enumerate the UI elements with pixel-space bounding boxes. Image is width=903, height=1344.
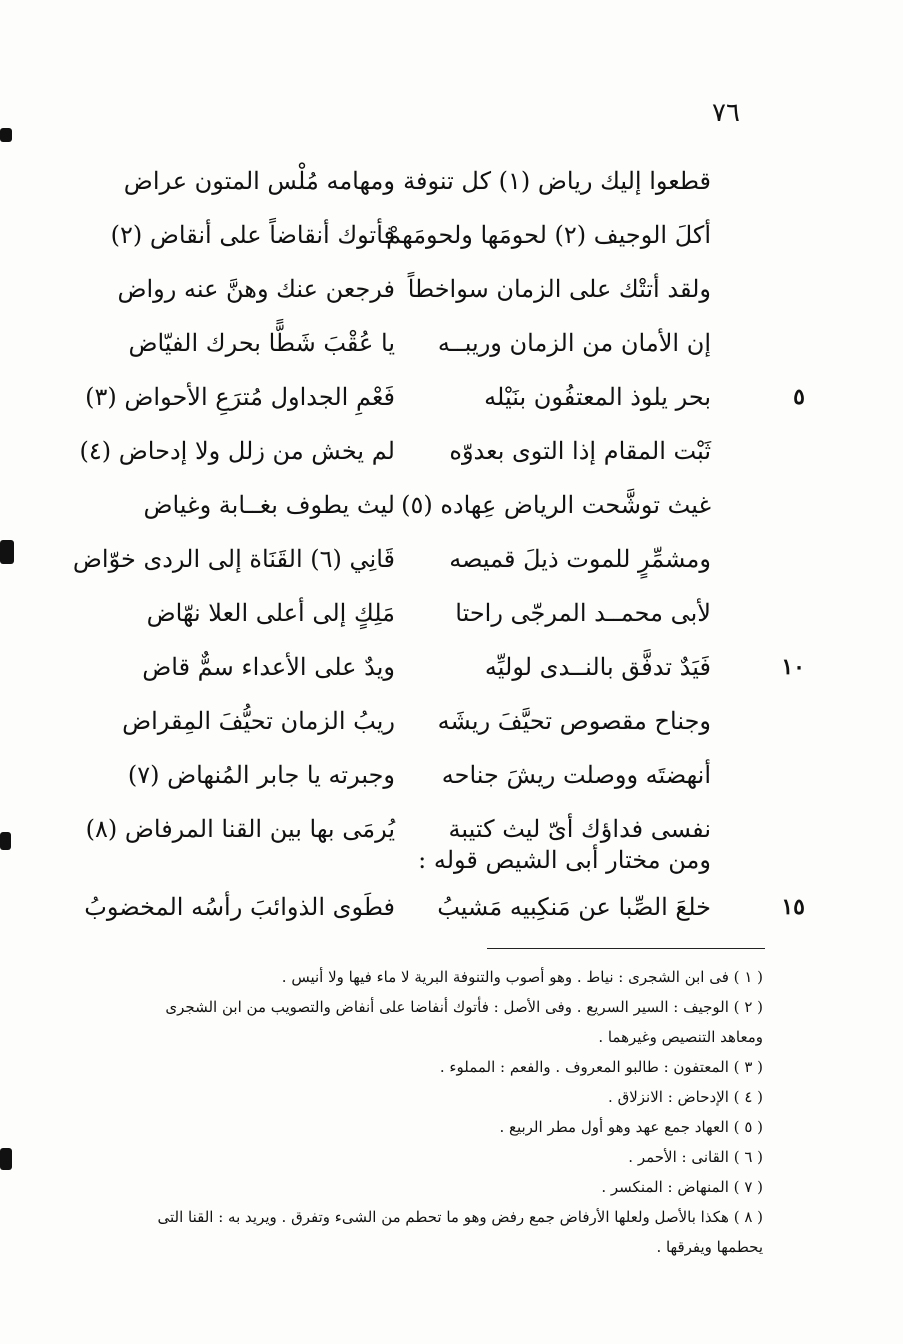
second-hemistich: يا عُقْبَ شَطًّا بحرك الفيّاض [128,329,395,357]
verse [0,262,903,316]
verse [0,370,903,424]
verse [0,748,903,802]
second-hemistich: وجبرته يا جابر المُنهاض (٧) [127,761,395,789]
first-hemistich: بحر يلوذ المعتفُون بنَيْله [484,383,711,411]
footnote: ( ٧ ) المنهاض : المنكسر . [601,1178,763,1196]
page-number: ٧٦ [712,98,740,128]
second-hemistich: مَلِكٍ إلى أعلى العلا نهّاض [146,599,395,627]
second-hemistich: ومهامه مُلْس المتون عراض [123,167,395,195]
second-hemistich: لم يخش من زلل ولا إدحاض (٤) [79,437,395,465]
line-number: ١٥ [781,894,805,920]
first-hemistich: فَيَدٌ تدفَّق بالنــدى لوليِّه [484,653,711,681]
line-number: ١٠ [781,654,805,680]
second-hemistich: فَعْمِ الجداول مُترَعِ الأحواض (٣) [85,383,395,411]
verse [0,424,903,478]
second-hemistich: فرجعن عنك وهنَّ عنه رواض [117,275,395,303]
first-hemistich: غيث توشَّحت الرياض عِهاده (٥) [401,491,711,519]
verse [0,154,903,208]
second-hemistich: ليث يطوف بغــابة وغياض [143,491,395,519]
first-hemistich: لأبى محمــد المرجّى راحتا [455,599,711,627]
scan-edge-mark [0,128,12,142]
first-hemistich: خلعَ الصِّبا عن مَنكِبيه مَشيبُ [437,893,711,921]
first-hemistich: أنهضتَه ووصلت ريشَ جناحه [441,761,711,789]
footnote: ( ٤ ) الإدحاض : الانزلاق . [608,1088,763,1106]
footnote: ( ٣ ) المعتفون : طالبو المعروف . والفعم : المملوء . [439,1058,763,1076]
verse [0,208,903,262]
first-hemistich: ثَبْت المقام إذا التوى بعدوّه [449,437,711,465]
first-hemistich: قطعوا إليك رياض (١) كل تنوفة [403,167,711,195]
footnote: ( ٥ ) العهاد جمع عهد وهو أول مطر الربيع . [499,1118,763,1136]
verse [0,316,903,370]
verse [0,640,903,694]
first-hemistich: أكلَ الوجيف (٢) لحومَها ولحومَهمْ [386,221,711,249]
poem-intro-text: ومن مختار أبى الشيص قوله : [418,846,711,874]
second-hemistich: قَانِي (٦) القَنَاة إلى الردى خوّاض [72,545,395,573]
poem-2-verse [0,880,903,934]
verse [0,478,903,532]
footnote: ( ٢ ) الوجيف : السير السريع . وفى الأصل : فأتوك أنفاضا على أنفاض والتصويب من ابن الشجرى ومعاهد التنصيص وغيرهما . [165,998,763,1046]
footnote: ( ٦ ) القانى : الأحمر . [628,1148,763,1166]
second-hemistich: فطَوى الذوائبَ رأسُه المخضوبُ [84,893,395,921]
first-hemistich: إن الأمان من الزمان وريبــه [437,329,711,357]
first-hemistich: وجناح مقصوص تحيَّفَ ريشَه [437,707,711,735]
second-hemistich: ريبُ الزمان تحيُّفَ المِقراض [122,707,395,735]
verse [0,586,903,640]
first-hemistich: نفسى فداؤك أىّ ليث كتيبة [448,815,711,843]
second-hemistich: يُرمَى بها بين القنا المرفاض (٨) [85,815,395,843]
footnote-divider [487,948,765,949]
footnotes [123,962,763,1262]
second-hemistich: ويدٌ على الأعداء سمٌّ قاض [142,653,395,681]
verse [0,694,903,748]
verse [0,532,903,586]
line-number: ٥ [793,384,805,410]
second-hemistich: فأتوك أنقاضاً على أنقاض (٢) [110,221,395,249]
scan-edge-mark [0,1148,12,1170]
first-hemistich: ولقد أتتْك على الزمان سواخطاً [407,275,711,303]
footnote: ( ١ ) فى ابن الشجرى : نياط . وهو أصوب والتنوفة البرية لا ماء فيها ولا أنيس . [281,968,763,986]
footnote: ( ٨ ) هكذا بالأصل ولعلها الأرفاض جمع رفض وهو ما تحطم من الشىء وتفرق . ويريد به : القنا التى يحطمها ويفرقها . [157,1208,763,1256]
first-hemistich: ومشمِّرٍ للموت ذيلَ قميصه [449,545,711,573]
